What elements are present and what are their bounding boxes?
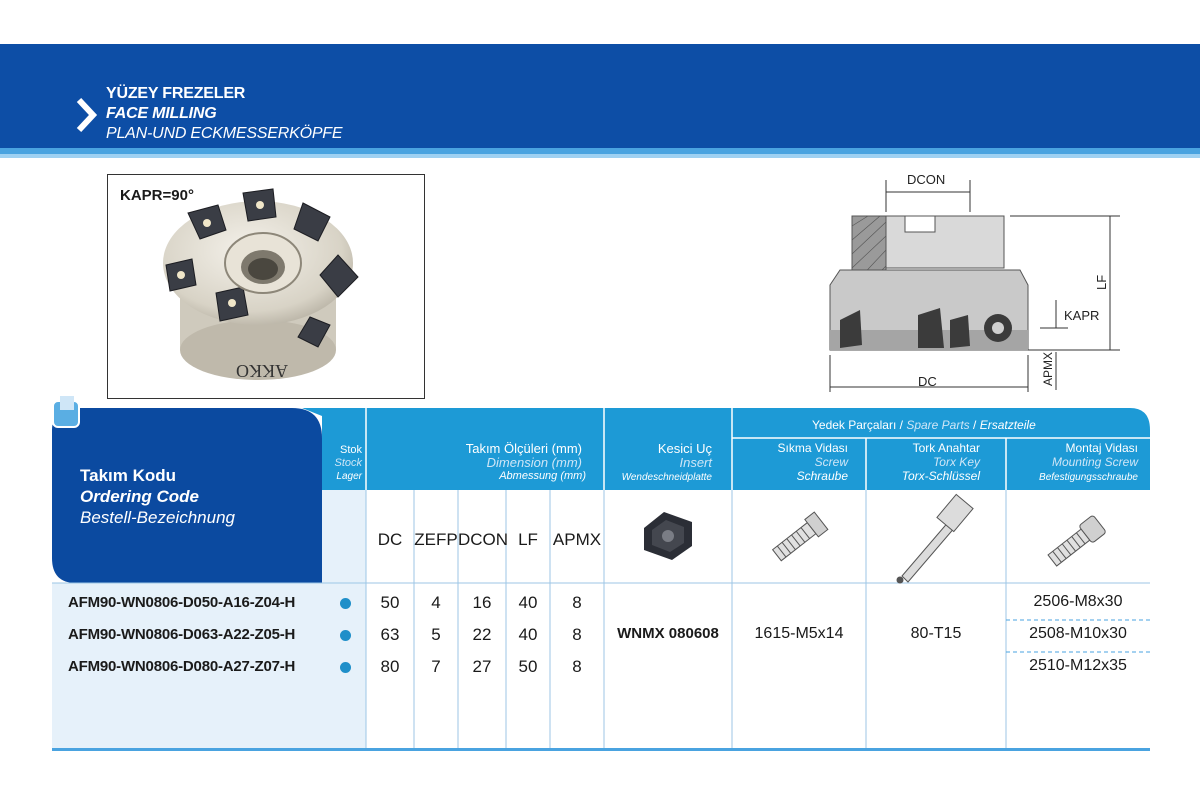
table-background [52,408,1150,752]
spare-parts-de: Ersatzteile [979,418,1036,432]
row-3-zefp: 7 [431,657,441,676]
row-2-lf: 40 [518,625,538,644]
header-stripe-light [0,154,1200,158]
dimension-header-tr: Takım Ölçüleri (mm) [465,441,582,456]
row-2-mounting-screw: 2508-M10x30 [1029,625,1127,642]
row-2-dcon: 22 [472,625,492,644]
screw-header-de: Schraube [796,469,848,483]
stock-header-de: Lager [336,471,362,482]
row-2-code: AFM90-WN0806-D063-A22-Z05-H [68,626,296,643]
row-3-dc: 80 [380,657,400,676]
brand-engraving: AKKO [236,361,288,381]
insert-header-tr: Kesici Uç [657,441,712,456]
insert-header-en: Insert [679,455,712,470]
row-1-apmx: 8 [572,593,582,612]
torx-header-en: Torx Key [933,455,980,469]
mounting-header-en: Mounting Screw [1051,455,1138,469]
dc-label: DC [918,374,937,389]
mounting-screw-image [1046,515,1107,569]
col-header-dc: DC [377,530,403,549]
section-title-tr: YÜZEY FREZELER [106,85,246,102]
dimension-header-en: Dimension (mm) [486,455,582,470]
col-header-dcon: DCON [458,530,509,549]
spare-parts-en: Spare Parts [906,418,970,432]
row-1-code: AFM90-WN0806-D050-A16-Z04-H [68,594,296,611]
row-3-dcon: 27 [472,657,492,676]
insert-value: WNMX 080608 [617,625,719,642]
row-3-code: AFM90-WN0806-D080-A27-Z07-H [68,658,296,675]
face-mill-photo [108,175,424,398]
section-title-de: PLAN-UND ECKMESSERKÖPFE [106,125,343,142]
spare-parts-sep: / [899,418,903,432]
kapr-label: KAPR=90° [120,187,194,204]
col-header-zefp: ZEFP [414,530,458,549]
row-1-dc: 50 [380,593,400,612]
row-1-lf: 40 [518,593,538,612]
dcon-label: DCON [907,172,946,187]
row-2-zefp: 5 [431,625,441,644]
row-2-apmx: 8 [572,625,582,644]
screw-image [770,512,828,564]
row-3-stock-dot [340,662,351,673]
stock-header-en: Stock [334,457,362,469]
spare-parts-sep-2: / [973,418,977,432]
torx-header-tr: Tork Anahtar [912,441,980,455]
screw-header-en: Screw [814,455,848,469]
ordering-code-de: Bestell-Bezeichnung [80,508,235,527]
screw-header-tr: Sıkma Vidası [777,441,848,455]
section-title-en: FACE MILLING [106,105,217,122]
kapr-dim-label: KAPR [1064,308,1100,323]
insert-header-de: Wendeschneidplatte [621,472,712,483]
row-1-mounting-screw: 2506-M8x30 [1033,593,1123,610]
insert-image [644,512,692,560]
apmx-label: APMX [1041,351,1055,386]
ordering-code-tr: Takım Kodu [80,466,177,485]
lf-label: LF [1094,274,1109,290]
spare-parts-header [812,418,1036,432]
ordering-code-en: Ordering Code [80,487,200,506]
stock-header-tr: Stok [339,444,362,456]
technical-drawing [800,160,1109,400]
product-table [52,408,1150,752]
row-2-dc: 63 [380,625,400,644]
col-header-lf: LF [518,530,538,549]
row-3-lf: 50 [518,657,538,676]
row-3-apmx: 8 [572,657,582,676]
torx-value: 80-T15 [910,625,962,642]
row-1-zefp: 4 [431,593,441,612]
mounting-header-de: Befestigungsschraube [1039,472,1138,483]
row-3-mounting-screw: 2510-M12x35 [1029,657,1127,674]
screw-value: 1615-M5x14 [754,625,844,642]
torx-key-image [897,494,973,583]
corner-tab-highlight [60,396,74,410]
row-2-stock-dot [340,630,351,641]
dimension-header-de: Abmessung (mm) [499,470,586,482]
product-photo-frame [107,174,425,399]
col-header-apmx: APMX [552,530,602,549]
chevron-right-icon [74,96,100,134]
torx-header-de: Torx-Schlüssel [901,469,980,483]
spare-parts-tr: Yedek Parçaları [812,418,897,432]
mounting-header-tr: Montaj Vidası [1065,441,1138,455]
row-1-stock-dot [340,598,351,609]
row-1-dcon: 16 [472,593,492,612]
